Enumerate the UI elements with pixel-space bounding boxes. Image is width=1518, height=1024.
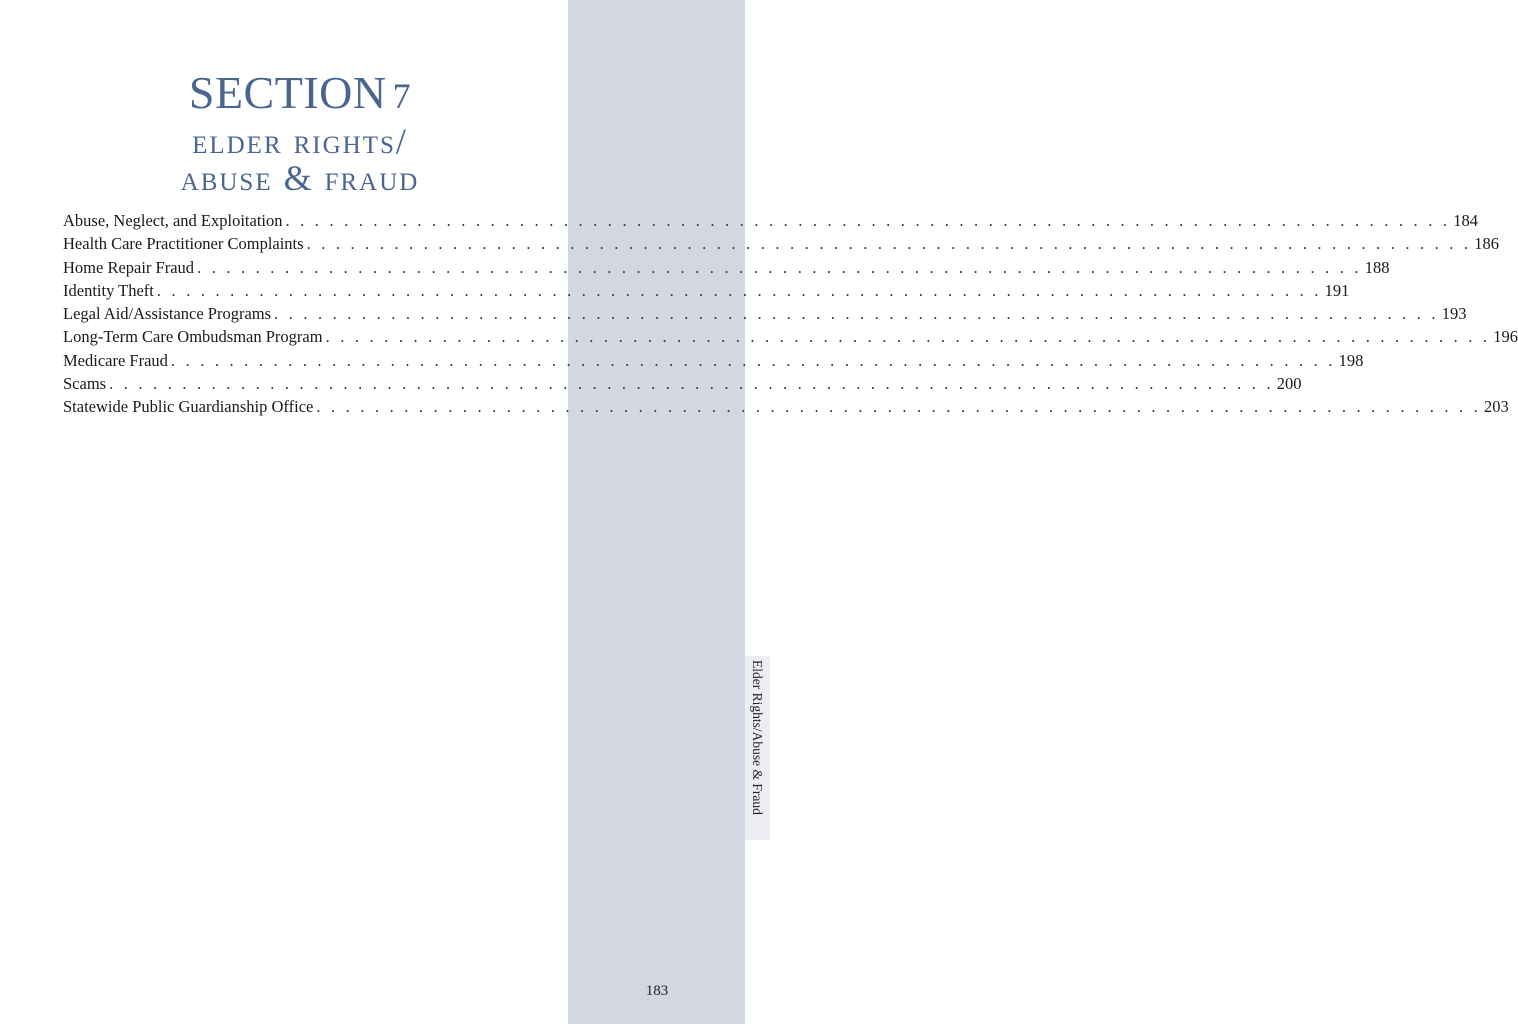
toc-entry-title: Statewide Public Guardianship Office xyxy=(63,397,314,417)
toc-leader-dots: . . . . . . . . . . . . . . . . . . . . . . . . . . . . . . . . . . . . . . . . . . . . . . . . . . . . . . . . . . . . . . . . . . . . . . . . . . . . . . . . xyxy=(306,234,1472,254)
toc-entry-page: 200 xyxy=(1276,374,1302,394)
toc-leader-dots: . . . . . . . . . . . . . . . . . . . . . . . . . . . . . . . . . . . . . . . . . . . . . . . . . . . . . . . . . . . . . . . . . . . . . . . . . . . . . . . . xyxy=(325,327,1491,347)
toc-entry-title: Legal Aid/Assistance Programs xyxy=(63,304,272,324)
section-word: SECTION xyxy=(188,67,387,118)
toc-entry-title: Home Repair Fraud xyxy=(63,257,195,277)
toc-entry-page: 198 xyxy=(1338,350,1364,370)
toc-entry-page: 184 xyxy=(1453,211,1478,230)
section-tab[interactable] xyxy=(745,656,770,840)
toc-entry-page: 186 xyxy=(1474,234,1500,254)
toc-entry-title: Scams xyxy=(63,374,107,394)
toc-entry[interactable] xyxy=(63,280,1350,304)
toc-leader-dots: . . . . . . . . . . . . . . . . . . . . . . . . . . . . . . . . . . . . . . . . . . . . . . . . . . . . . . . . . . . . . . . . . . . . . . . . . . . . . . . . xyxy=(170,350,1336,370)
toc-entry[interactable] xyxy=(63,350,1364,374)
toc-entry[interactable] xyxy=(63,211,1478,234)
section-subtitle-line1: elder rights/ xyxy=(192,121,408,161)
toc-entry-title: Identity Theft xyxy=(63,280,154,300)
toc-entry[interactable] xyxy=(63,304,1467,327)
toc-leader-dots: . . . . . . . . . . . . . . . . . . . . . . . . . . . . . . . . . . . . . . . . . . . . . . . . . . . . . . . . . . . . . . . . . . . . . . . . . . . . . . . . xyxy=(197,257,1362,277)
section-subtitle-line2: abuse & fraud xyxy=(180,158,420,198)
toc-entry[interactable] xyxy=(63,257,1390,281)
toc-entry[interactable] xyxy=(63,397,1509,420)
section-tab-label: Elder Rights/Abuse & Fraud xyxy=(750,660,765,815)
toc-entry[interactable] xyxy=(63,327,1518,350)
page-number: 183 xyxy=(645,983,669,999)
toc-leader-dots: . . . . . . . . . . . . . . . . . . . . . . . . . . . . . . . . . . . . . . . . . . . . . . . . . . . . . . . . . . . . . . . . . . . . . . . . . . . . . . . . xyxy=(109,374,1274,394)
toc-leader-dots: . . . . . . . . . . . . . . . . . . . . . . . . . . . . . . . . . . . . . . . . . . . . . . . . . . . . . . . . . . . . . . . . . . . . . . . . . . . . . . . . xyxy=(316,397,1482,417)
toc-entry[interactable] xyxy=(63,234,1500,257)
section-heading xyxy=(90,66,510,197)
toc-entry-title: Abuse, Neglect, and Exploitation xyxy=(63,211,283,230)
toc-entry-title: Health Care Practitioner Complaints xyxy=(63,234,304,254)
toc-entry-page: 188 xyxy=(1364,257,1390,277)
toc-entry[interactable] xyxy=(63,374,1302,397)
sidebar-band xyxy=(568,0,745,1024)
toc-entry-page: 193 xyxy=(1441,304,1467,324)
table-of-contents xyxy=(63,211,1518,421)
toc-entry-page: 191 xyxy=(1324,280,1350,300)
toc-entry-page: 203 xyxy=(1484,397,1509,417)
toc-entry-title: Long-Term Care Ombudsman Program xyxy=(63,327,323,347)
toc-leader-dots: . . . . . . . . . . . . . . . . . . . . . . . . . . . . . . . . . . . . . . . . . . . . . . . . . . . . . . . . . . . . . . . . . . . . . . . . . . . . . . . . xyxy=(274,304,1439,324)
section-number: 7 xyxy=(392,76,412,116)
toc-leader-dots: . . . . . . . . . . . . . . . . . . . . . . . . . . . . . . . . . . . . . . . . . . . . . . . . . . . . . . . . . . . . . . . . . . . . . . . . . . . . . . . . xyxy=(285,211,1451,230)
toc-leader-dots: . . . . . . . . . . . . . . . . . . . . . . . . . . . . . . . . . . . . . . . . . . . . . . . . . . . . . . . . . . . . . . . . . . . . . . . . . . . . . . . . xyxy=(156,280,1322,300)
toc-entry-title: Medicare Fraud xyxy=(63,350,168,370)
toc-entry-page: 196 xyxy=(1493,327,1518,347)
section-title xyxy=(90,66,510,123)
